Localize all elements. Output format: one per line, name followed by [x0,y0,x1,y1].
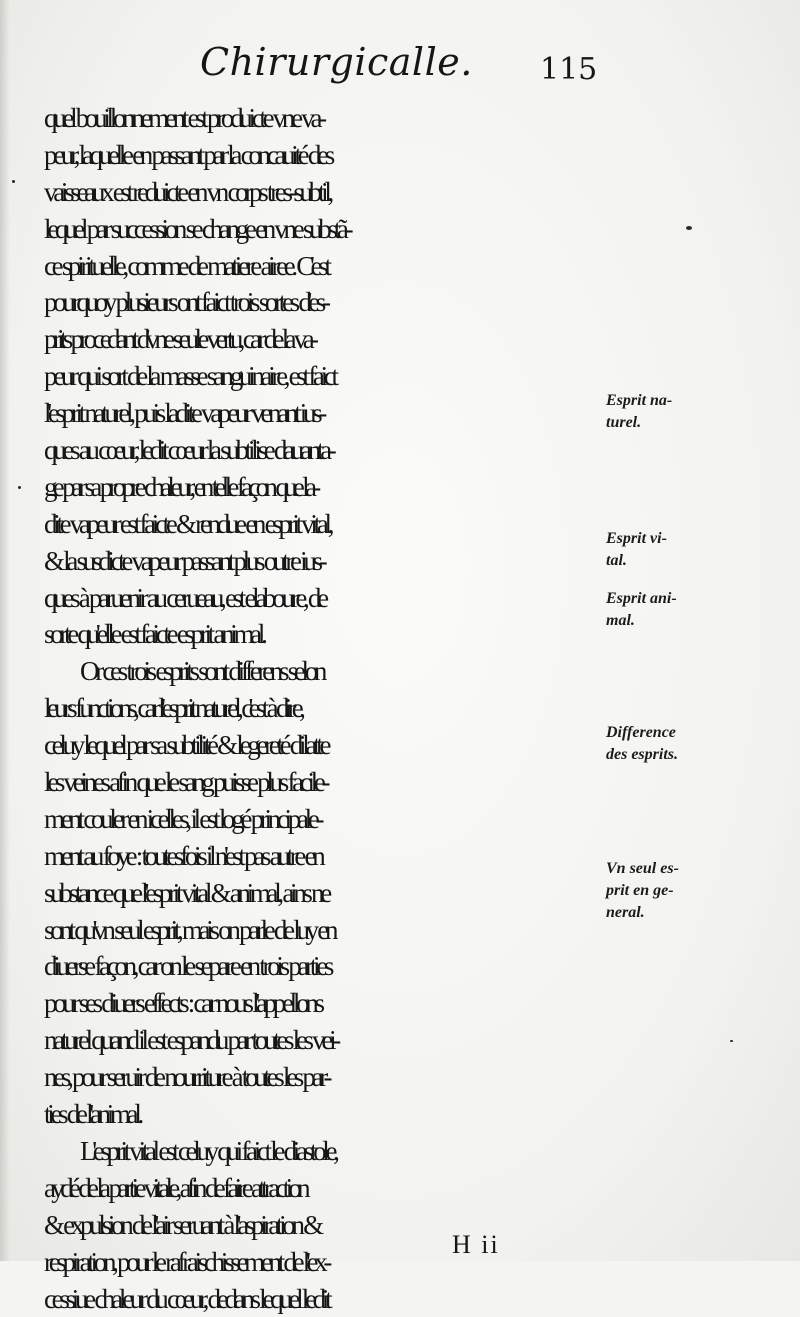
ink-speck [18,486,21,489]
ink-speck [730,1040,733,1042]
margin-note-esprit-naturel: Esprit na- turel. [606,390,796,434]
text-line: respiration, pour le rafraischissement de l'ex- [44,1244,604,1281]
text-line: peur, laquelle en passant par la concauité des [44,137,604,174]
running-head: Chirurgicalle. [200,40,473,84]
text-line: ment au foye : toutesfois il n'est pas autre en [44,838,604,875]
margin-note-esprit-vital: Esprit vi- tal. [606,528,796,572]
text-line: dite vapeur est faicte & rendue en esprit vital, [44,506,604,543]
paragraph-start: Or ces trois esprits sont differens selon [44,653,604,690]
text-line: leurs functions, car l'esprit naturel, c'est à dire, [44,690,604,727]
text-line: pourquoy plusieurs ont faict trois sortes d'es- [44,284,604,321]
text-line: & expulsion de l'air seruant à l'aspiration & [44,1207,604,1244]
margin-note-difference-esprits: Difference des esprits. [606,722,796,766]
text-line: ment couler en icelles, il est logé principale- [44,801,604,838]
text-line: ce spirituelle, comme de matiere airee. C'est [44,248,604,285]
text-line: les veines afin que le sang puisse plus facile- [44,764,604,801]
ink-speck [12,180,15,183]
ink-speck [686,226,692,230]
text-line: l'esprit naturel, puis ladite vapeur venant ius- [44,395,604,432]
margin-note-esprit-animal: Esprit ani- mal. [606,588,796,632]
page-number: 115 [540,52,597,87]
text-line: diuerse façon, car on le separe en trois parties [44,948,604,985]
text-line: ties de l'animal. [44,1096,604,1133]
text-line: prits procedant d'vne seule vertu, car de la va- [44,321,604,358]
margin-note-vn-seul-esprit: Vn seul es- prit en ge- neral. [606,858,796,924]
text-line: cessiue chaleur du cœur, dedans lequel ledit [44,1281,604,1317]
text-line: lequel par succession se change en vne substã- [44,211,604,248]
text-line: pour ses diuers effects : car nous l'appellons [44,985,604,1022]
text-line: quel bouillonnement est produicte vne va- [44,100,604,137]
text-line: ge par sa propre chaleur, en telle façon que la- [44,469,604,506]
text-line: ques à paruenir au cerueau, est elaboure, de [44,580,604,617]
text-line: aydé de la partie vitale, afin de faire attraction [44,1170,604,1207]
text-line: ques au cœur, ledit cœur la subtilise dauanta- [44,432,604,469]
text-line: & la susdicte vapeur passant plus outre ius- [44,543,604,580]
text-line: substance que l'esprit vital & animal, ains ne [44,875,604,912]
text-line: naturel quand il est espandu par toutes les vei- [44,1022,604,1059]
text-line: vaisseaux est reduicte en vn corps tres-subtil, [44,174,604,211]
text-line: peur qui sort de la masse sanguinaire, est faict [44,358,604,395]
text-line: nes, pour seruir de nourriture à toutes les par- [44,1059,604,1096]
signature-mark: H ii [452,1230,500,1260]
text-line: sont qu'vn seul esprit, mais on parle de luy en [44,912,604,949]
text-line: celuy lequel par sa subtilité & legereté dilatte [44,727,604,764]
text-line: sorte qu'elle est faicte esprit animal. [44,616,604,653]
body-text [44,100,604,1317]
paragraph-start: L'esprit vital est celuy qui faict le diastole, [44,1133,604,1170]
